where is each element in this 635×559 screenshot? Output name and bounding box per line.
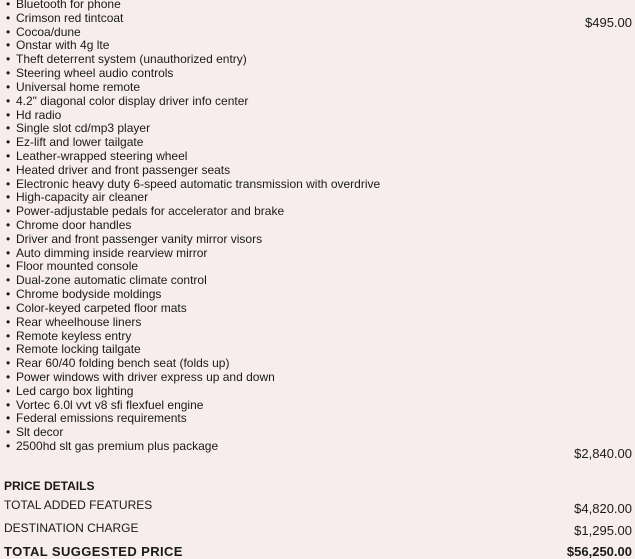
feature-label: Auto dimming inside rearview mirror bbox=[16, 245, 208, 260]
bullet: • bbox=[6, 356, 11, 371]
bullet: • bbox=[6, 10, 11, 25]
feature-label: Led cargo box lighting bbox=[16, 383, 134, 398]
feature-label: Heated driver and front passenger seats bbox=[16, 162, 231, 177]
bullet: • bbox=[6, 93, 11, 108]
bullet: • bbox=[6, 176, 11, 191]
feature-label: Power windows with driver express up and down bbox=[16, 369, 275, 384]
feature-item bbox=[6, 39, 380, 53]
feature-item bbox=[6, 53, 380, 67]
feature-label: Floor mounted console bbox=[16, 259, 139, 274]
feature-item bbox=[6, 178, 380, 192]
feature-label: Dual-zone automatic climate control bbox=[16, 273, 207, 288]
feature-item bbox=[6, 219, 380, 233]
destination-charge-label: DESTINATION CHARGE bbox=[4, 521, 139, 535]
bullet: • bbox=[6, 204, 11, 219]
bullet: • bbox=[6, 300, 11, 315]
destination-charge-value: $1,295.00 bbox=[574, 523, 632, 538]
feature-label: Hd radio bbox=[16, 107, 62, 122]
feature-item bbox=[6, 67, 380, 81]
bullet: • bbox=[6, 162, 11, 177]
feature-label: Steering wheel audio controls bbox=[16, 66, 174, 81]
feature-item bbox=[6, 302, 380, 316]
bullet: • bbox=[6, 287, 11, 302]
feature-item bbox=[6, 150, 380, 164]
bullet: • bbox=[6, 314, 11, 329]
feature-item bbox=[6, 412, 380, 426]
bullet: • bbox=[6, 66, 11, 81]
feature-item bbox=[6, 247, 380, 261]
bullet: • bbox=[6, 439, 11, 453]
feature-item bbox=[6, 330, 380, 344]
price-details-heading: PRICE DETAILS bbox=[4, 479, 95, 493]
feature-label: Power-adjustable pedals for accelerator and brake bbox=[16, 204, 285, 219]
bullet: • bbox=[6, 342, 11, 357]
total-added-features-value: $4,820.00 bbox=[574, 501, 632, 516]
feature-item bbox=[6, 371, 380, 385]
bullet: • bbox=[6, 425, 11, 440]
feature-item bbox=[6, 81, 380, 95]
feature-item bbox=[6, 95, 380, 109]
total-suggested-price-label: TOTAL SUGGESTED PRICE bbox=[4, 544, 183, 559]
feature-item bbox=[6, 440, 380, 454]
feature-label: Bluetooth for phone bbox=[16, 0, 121, 11]
feature-item bbox=[6, 343, 380, 357]
feature-item bbox=[6, 12, 380, 26]
feature-label: Remote locking tailgate bbox=[16, 342, 141, 357]
feature-label: High-capacity air cleaner bbox=[16, 190, 149, 205]
feature-label: Onstar with 4g lte bbox=[16, 38, 110, 53]
feature-label: Theft deterrent system (unauthorized entry) bbox=[16, 52, 247, 67]
feature-item bbox=[6, 191, 380, 205]
bullet: • bbox=[6, 231, 11, 246]
feature-label: Ez-lift and lower tailgate bbox=[16, 135, 144, 150]
total-suggested-price-value: $56,250.00 bbox=[566, 544, 632, 559]
feature-label: Federal emissions requirements bbox=[16, 411, 187, 426]
bullet: • bbox=[6, 259, 11, 274]
feature-label: Color-keyed carpeted floor mats bbox=[16, 300, 187, 315]
feature-item bbox=[6, 164, 380, 178]
feature-item bbox=[6, 357, 380, 371]
feature-label: Chrome door handles bbox=[16, 218, 132, 232]
feature-item bbox=[6, 122, 380, 136]
feature-label: Cocoa/dune bbox=[16, 24, 81, 39]
bullet: • bbox=[6, 38, 11, 53]
bullet: • bbox=[6, 369, 11, 384]
bullet: • bbox=[6, 52, 11, 67]
feature-label: Leather-wrapped steering wheel bbox=[16, 148, 188, 163]
feature-item bbox=[6, 109, 380, 123]
bullet: • bbox=[6, 383, 11, 398]
feature-label: Electronic heavy duty 6-speed automatic transmission with overdrive bbox=[16, 176, 381, 191]
feature-item bbox=[6, 26, 380, 40]
feature-item bbox=[6, 385, 380, 399]
feature-label: Rear wheelhouse liners bbox=[16, 314, 142, 329]
feature-label: 4.2" diagonal color display driver info center bbox=[16, 93, 249, 108]
bullet: • bbox=[6, 218, 11, 232]
feature-item bbox=[6, 274, 380, 288]
package-price: $2,840.00 bbox=[574, 446, 632, 461]
bullet: • bbox=[6, 135, 11, 150]
bullet: • bbox=[6, 121, 11, 136]
feature-label: Single slot cd/mp3 player bbox=[16, 121, 151, 136]
feature-label: Crimson red tintcoat bbox=[16, 10, 124, 25]
feature-item bbox=[6, 399, 380, 413]
feature-item bbox=[6, 288, 380, 302]
feature-label: Rear 60/40 folding bench seat (folds up) bbox=[16, 356, 230, 371]
feature-label: 2500hd slt gas premium plus package bbox=[16, 439, 219, 453]
bullet: • bbox=[6, 0, 11, 11]
crimson-price: $495.00 bbox=[585, 15, 632, 30]
total-added-features-label: TOTAL ADDED FEATURES bbox=[4, 498, 153, 512]
bullet: • bbox=[6, 79, 11, 94]
bullet: • bbox=[6, 245, 11, 260]
feature-label: Universal home remote bbox=[16, 79, 141, 94]
bullet: • bbox=[6, 411, 11, 426]
feature-item bbox=[6, 316, 380, 330]
bullet: • bbox=[6, 107, 11, 122]
feature-item bbox=[6, 136, 380, 150]
bullet: • bbox=[6, 328, 11, 343]
feature-item bbox=[6, 260, 380, 274]
feature-item bbox=[6, 233, 380, 247]
feature-label: Vortec 6.0l vvt v8 sfi flexfuel engine bbox=[16, 397, 204, 412]
feature-list bbox=[6, 0, 380, 454]
feature-label: Chrome bodyside moldings bbox=[16, 287, 162, 302]
feature-label: Slt decor bbox=[16, 425, 64, 440]
bullet: • bbox=[6, 397, 11, 412]
feature-item bbox=[6, 205, 380, 219]
bullet: • bbox=[6, 273, 11, 288]
bullet: • bbox=[6, 190, 11, 205]
feature-item bbox=[6, 426, 380, 440]
feature-label: Driver and front passenger vanity mirror visors bbox=[16, 231, 263, 246]
bullet: • bbox=[6, 148, 11, 163]
bullet: • bbox=[6, 24, 11, 39]
feature-label: Remote keyless entry bbox=[16, 328, 132, 343]
